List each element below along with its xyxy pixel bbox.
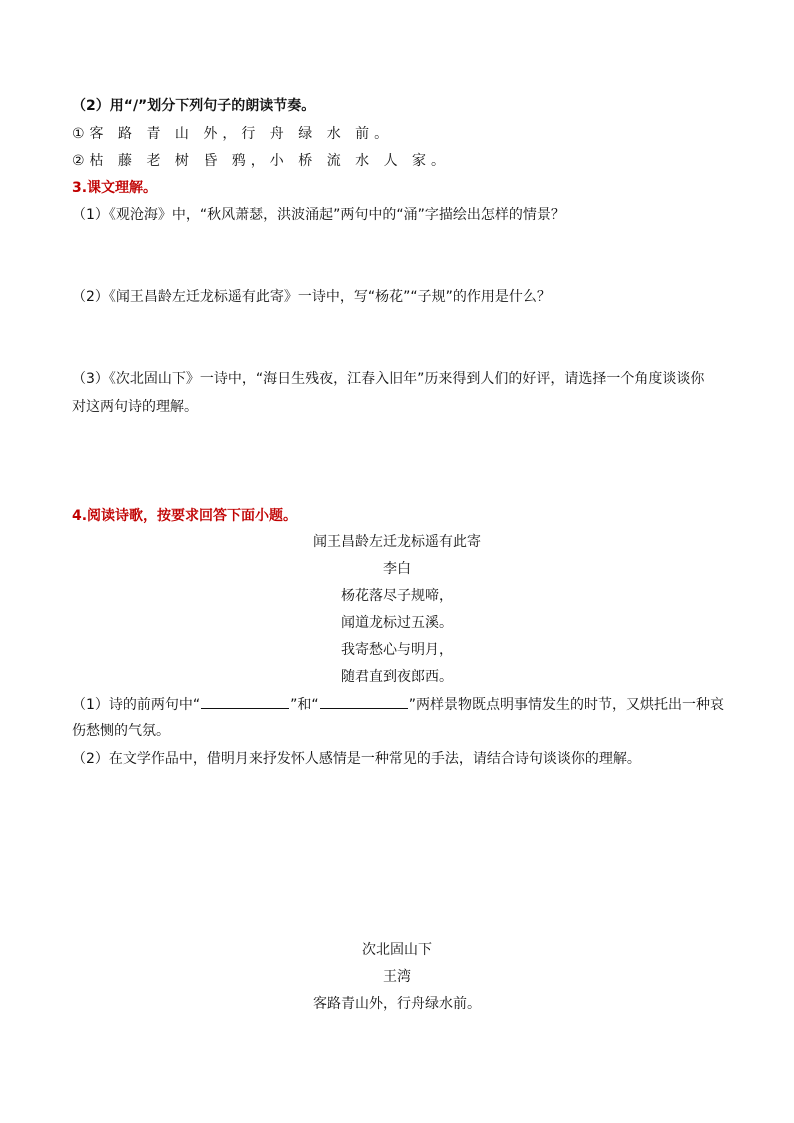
- question-1-text-a: （1）诗的前两句中“: [72, 697, 201, 713]
- section4-question-1-line1: [72, 694, 724, 715]
- rhythm-sentence-1: ①客 路 青 山 外，行 舟 绿 水 前。: [72, 126, 394, 142]
- section3-question-3-line1: （3）《次北固山下》一诗中，“海日生残夜，江春入旧年”历来得到人们的好评，请选择一个角度谈谈你: [72, 371, 705, 387]
- poem2-author: 王湾: [383, 969, 411, 985]
- question-1-text-c: ”两样景物既点明事情发生的时节，又烘托出一种哀: [408, 697, 724, 713]
- section4-question-2: （2）在文学作品中，借明月来抒发怀人感情是一种常见的手法，请结合诗句谈谈你的理解。: [72, 751, 641, 767]
- section3-question-3-line2: 对这两句诗的理解。: [72, 399, 198, 415]
- poem1-author: 李白: [383, 561, 411, 577]
- poem2-title: 次北固山下: [362, 942, 432, 958]
- section3-question-2: （2）《闻王昌龄左迁龙标遥有此寄》一诗中，写“杨花”“子规”的作用是什么？: [72, 289, 551, 305]
- answer-blank-2[interactable]: [320, 694, 408, 709]
- poem1-line-1: 杨花落尽子规啼，: [341, 588, 453, 604]
- poem1-line-4: 随君直到夜郎西。: [341, 669, 453, 685]
- section4-heading: 4.阅读诗歌，按要求回答下面小题。: [72, 508, 298, 524]
- section2-part2-title: （2）用“/”划分下列句子的朗读节奏。: [72, 98, 316, 114]
- poem1-line-3: 我寄愁心与明月，: [341, 642, 453, 658]
- question-1-text-b: ”和“: [290, 697, 319, 713]
- rhythm-sentence-2: ②枯 藤 老 树 昏 鸦，小 桥 流 水 人 家。: [72, 153, 451, 169]
- section3-heading: 3.课文理解。: [72, 180, 158, 196]
- poem1-line-2: 闻道龙标过五溪。: [341, 615, 453, 631]
- poem2-line-1: 客路青山外，行舟绿水前。: [313, 996, 481, 1012]
- answer-blank-1[interactable]: [201, 694, 289, 709]
- section4-question-1-line2: 伤愁恻的气氛。: [72, 723, 170, 739]
- poem1-title: 闻王昌龄左迁龙标遥有此寄: [313, 534, 481, 550]
- section3-question-1: （1）《观沧海》中，“秋风萧瑟，洪波涌起”两句中的“涌”字描绘出怎样的情景？: [72, 207, 565, 223]
